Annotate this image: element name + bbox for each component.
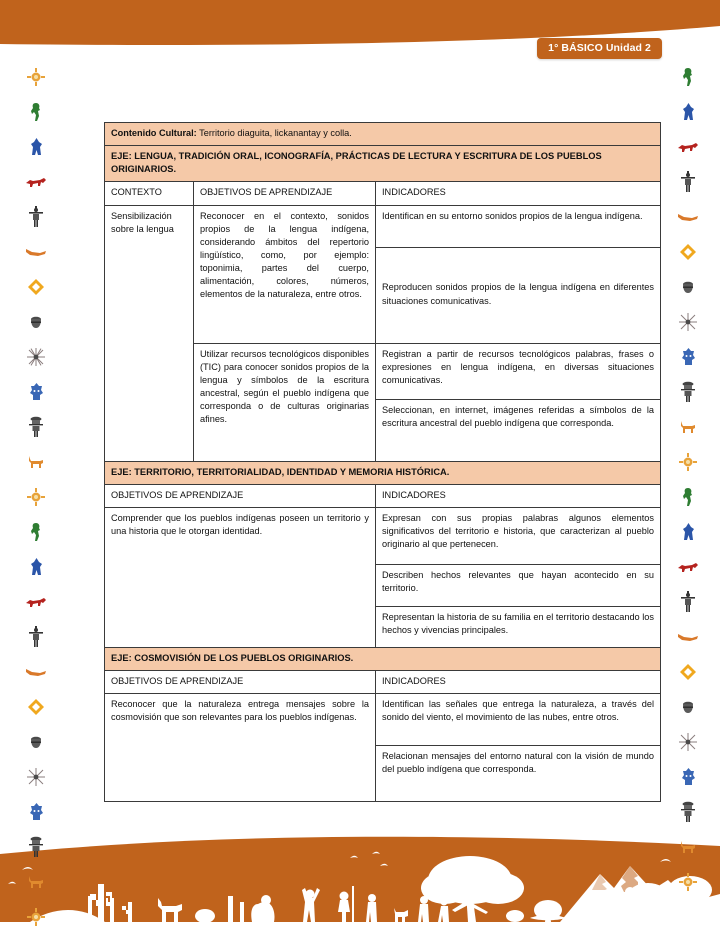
- blue-mask-icon: [673, 762, 703, 792]
- column-header-objetivos: OBJETIVOS DE APRENDIZAJE: [194, 182, 376, 205]
- dark-vessel-icon: [673, 272, 703, 302]
- sun-medallion-icon: [21, 62, 51, 92]
- table-row-oa4-ind4a: [105, 694, 661, 746]
- table-row-contenido-cultural: [105, 123, 661, 146]
- column-header-objetivos-2: OBJETIVOS DE APRENDIZAJE: [105, 484, 376, 507]
- table-row-headers-1: [105, 182, 661, 205]
- oa-cell-1: Reconocer en el contexto, sonidos propios de la lengua indígena, considerando ámbitos del repertorio lingüístico, como, por ejemplo: toponimia, partes del cuerpo, alimentación, colores, números, elementos de la naturaleza, entre otros.: [194, 205, 376, 343]
- dark-vessel-icon: [21, 307, 51, 337]
- green-bird-icon: [21, 517, 51, 547]
- blue-mask-icon: [21, 377, 51, 407]
- table-row-headers-3: [105, 670, 661, 693]
- indicador-cell-2a: Registran a partir de recursos tecnológicos palabras, frases o expresiones en lengua indígena, en diversas situaciones comunicativas.: [376, 343, 661, 399]
- table-row-eje1: [105, 146, 661, 182]
- table-row-eje3: [105, 647, 661, 670]
- dark-vessel-icon: [673, 692, 703, 722]
- indicador-cell-3b: Describen hechos relevantes que hayan acontecido en su territorio.: [376, 565, 661, 606]
- yellow-diamond-icon: [21, 272, 51, 302]
- orange-llama-icon: [21, 447, 51, 477]
- totem-figure-icon: [21, 412, 51, 442]
- starburst-icon: [21, 342, 51, 372]
- right-decorative-icon-strip: [660, 62, 716, 822]
- green-bird-icon: [673, 482, 703, 512]
- table-row-oa3-ind3a: [105, 507, 661, 565]
- totem-figure-icon: [673, 377, 703, 407]
- column-header-indicadores: INDICADORES: [376, 182, 661, 205]
- footer-landscape-band: [0, 832, 720, 932]
- yellow-diamond-icon: [673, 237, 703, 267]
- indicador-cell-4b: Relacionan mensajes del entorno natural con la visión de mundo del pueblo indígena que corresponda.: [376, 746, 661, 802]
- unit-badge: 1° BÁSICO Unidad 2: [537, 38, 662, 59]
- shaman-figure-icon: [673, 587, 703, 617]
- blue-mask-icon: [673, 342, 703, 372]
- eje2-title: EJE: TERRITORIO, TERRITORIALIDAD, IDENTIDAD Y MEMORIA HISTÓRICA.: [105, 461, 661, 484]
- yellow-diamond-icon: [21, 692, 51, 722]
- starburst-icon: [21, 762, 51, 792]
- oa-cell-2: Utilizar recursos tecnológicos disponibles (TIC) para conocer sonidos propios de la lengua y símbolos de la escritura ancestral, según el pueblo indígena que corresponda o de culturas originarias afines.: [194, 343, 376, 461]
- indicador-cell-3c: Representan la historia de su familia en el territorio destacando los hechos y vivencias principales.: [376, 606, 661, 647]
- curriculum-table: [104, 122, 661, 802]
- contenido-cultural-cell: [105, 123, 661, 146]
- green-bird-icon: [21, 97, 51, 127]
- column-header-indicadores-2: INDICADORES: [376, 484, 661, 507]
- indicador-cell-1b: Reproducen sonidos propios de la lengua indígena en diferentes situaciones comunicativas.: [376, 247, 661, 343]
- yellow-diamond-icon: [673, 657, 703, 687]
- sun-medallion-icon: [673, 447, 703, 477]
- blue-figure-icon: [673, 97, 703, 127]
- dark-vessel-icon: [21, 727, 51, 757]
- blue-figure-icon: [21, 132, 51, 162]
- blue-figure-icon: [21, 552, 51, 582]
- orange-llama-icon: [673, 412, 703, 442]
- totem-figure-icon: [673, 797, 703, 827]
- table-row-oa1-ind1a: [105, 205, 661, 247]
- table-row-headers-2: [105, 484, 661, 507]
- column-header-indicadores-3: INDICADORES: [376, 670, 661, 693]
- oa-cell-4: Reconocer que la naturaleza entrega mensajes sobre la cosmovisión que son relevantes para los pueblos indígenas.: [105, 694, 376, 802]
- orange-canoe-icon: [21, 237, 51, 267]
- contenido-cultural-label: Contenido Cultural:: [111, 128, 197, 138]
- orange-canoe-icon: [673, 622, 703, 652]
- shaman-figure-icon: [21, 202, 51, 232]
- orange-canoe-icon: [21, 657, 51, 687]
- eje3-title: EJE: COSMOVISIÓN DE LOS PUEBLOS ORIGINARIOS.: [105, 647, 661, 670]
- shaman-figure-icon: [673, 167, 703, 197]
- sun-medallion-icon: [21, 482, 51, 512]
- oa-cell-3: Comprender que los pueblos indígenas poseen un territorio y una historia que le otorgan identidad.: [105, 507, 376, 647]
- contenido-cultural-value: Territorio diaguita, lickanantay y colla.: [196, 128, 352, 138]
- indicador-cell-1a: Identifican en su entorno sonidos propios de la lengua indígena.: [376, 205, 661, 247]
- indicador-cell-2b: Seleccionan, en internet, imágenes referidas a símbolos de la escritura ancestral del pueblo indígena que corresponda.: [376, 399, 661, 461]
- starburst-icon: [673, 727, 703, 757]
- table-row-eje2: [105, 461, 661, 484]
- indicador-cell-3a: Expresan con sus propias palabras algunos elementos significativos del territorio e historia, que caracterizan al pueblo originario al que pertenecen.: [376, 507, 661, 565]
- column-header-contexto: CONTEXTO: [105, 182, 194, 205]
- red-fox-icon: [21, 587, 51, 617]
- blue-figure-icon: [673, 517, 703, 547]
- red-fox-icon: [673, 552, 703, 582]
- shaman-figure-icon: [21, 622, 51, 652]
- left-decorative-icon-strip: [8, 62, 64, 822]
- eje1-title: EJE: LENGUA, TRADICIÓN ORAL, ICONOGRAFÍA, PRÁCTICAS DE LECTURA Y ESCRITURA DE LOS PUEBLOS ORIGINARIOS.: [105, 146, 661, 182]
- red-fox-icon: [673, 132, 703, 162]
- blue-mask-icon: [21, 797, 51, 827]
- contexto-cell-1: Sensibilización sobre la lengua: [105, 205, 194, 461]
- starburst-icon: [673, 307, 703, 337]
- orange-canoe-icon: [673, 202, 703, 232]
- column-header-objetivos-3: OBJETIVOS DE APRENDIZAJE: [105, 670, 376, 693]
- green-bird-icon: [673, 62, 703, 92]
- indicador-cell-4a: Identifican las señales que entrega la naturaleza, a través del sonido del viento, el movimiento de las nubes, entre otros.: [376, 694, 661, 746]
- red-fox-icon: [21, 167, 51, 197]
